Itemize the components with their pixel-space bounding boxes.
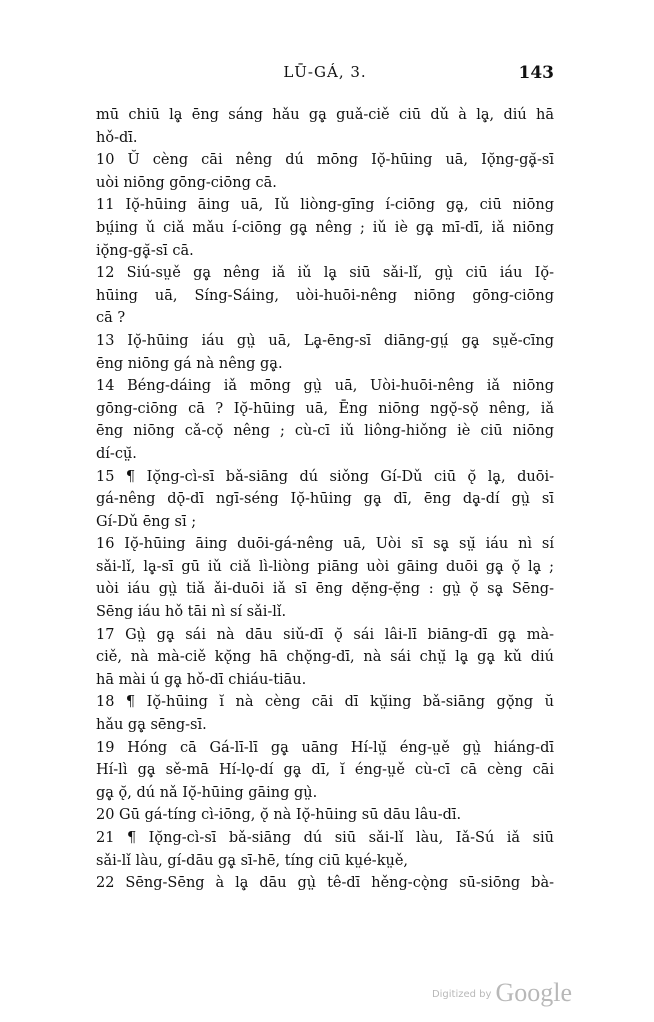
text-line: sǎi-lǐ, lḁ̣-sī gū iǔ ciǎ lì-liòng piāng uòi gāing duōi gḁ̣ ǫ̆ lḁ̣ ; — [96, 558, 554, 575]
text-line: 11 Iǫ̆-hūing āing uā, Iǔ liòng-gīng í-ciōng gḁ̣, ciū niōng — [96, 197, 554, 214]
text-line: 16 Iǫ̆-hūing āing duōi-gá-nêng uā, Uòi sī sḁ̣ sṳ̆ iáu nì sí — [96, 536, 554, 553]
text-line: sǎi-lǐ làu, gí-dāu gḁ̣ sī-hē, tíng ciū kṳé-kṳě, — [96, 852, 409, 869]
watermark-brand: Google — [495, 978, 572, 1007]
text-body — [96, 104, 554, 895]
text-line: gḁ̣ ǫ̆, dú nǎ Iǫ̆-hūing gāing gṳ̀. — [96, 784, 318, 801]
text-line: uòi niōng gōng-ciōng cā. — [96, 174, 277, 191]
text-line: bṳ́ing ǔ ciǎ mǎu í-ciōng gḁ̣ nêng ; iǔ iè gḁ̣ mī-dī, iǎ niōng — [96, 219, 554, 236]
text-line: 13 Iǫ̆-hūing iáu gṳ̀ uā, Lḁ̣-ēng-sī diāng-gṳ́ gḁ̣ sṳě-cīng — [96, 332, 554, 349]
text-line: Sēng iáu hǒ tāi nì sí sǎi-lǐ. — [96, 604, 287, 621]
page-header — [96, 63, 554, 85]
text-line: ēng niōng gá nà nêng gḁ̣. — [96, 355, 283, 372]
text-line: Gí-Dǔ ēng sī ; — [96, 513, 197, 530]
text-line: gá-nêng dǭ-dī ngī-séng Iǫ̆-hūing gḁ̣ dī, ēng dḁ̣-dí gṳ̀ sī — [96, 491, 554, 508]
text-line: dí-cṳ̆. — [96, 445, 137, 462]
text-line: 15 ¶ Iǫ̆ng-cì-sī bǎ-siāng dú siǒng Gí-Dǔ ciū ǫ̆ lḁ̣, duōi- — [96, 468, 554, 485]
running-title: LŪ-GÁ, 3. — [283, 63, 367, 81]
text-line: 20 Gū gá-tíng cì-iōng, ǫ̆ nà Iǫ̆-hūing sū dāu lâu-dī. — [96, 807, 462, 824]
text-line: 21 ¶ Iǫ̆ng-cì-sī bǎ-siāng dú siū sǎi-lǐ làu, Iǎ-Sú iǎ siū — [96, 830, 554, 846]
text-line: hǒ-dī. — [96, 129, 138, 146]
watermark-prefix: Digitized by — [431, 989, 492, 1000]
text-line: hā mài ú gḁ̣ hǒ-dī chiáu-tiāu. — [96, 671, 307, 688]
text-line: 18 ¶ Iǫ̆-hūing ĭ nà cèng cāi dī kṳ̆ing bǎ-siāng gǫ̆ng ŭ — [96, 694, 554, 711]
text-line: 14 Béng-dáing iǎ mōng gṳ̀ uā, Uòi-huōi-nêng iǎ niōng — [96, 378, 554, 395]
digitized-watermark — [432, 978, 572, 1008]
text-line: 12 Siú-sṳě gḁ̣ nêng iǎ iǔ lḁ̣ siū sǎi-lǐ, gṳ̀ ciū iáu Iǫ̆- — [96, 265, 554, 282]
text-line: ēng niōng cǎ-cǫ̆ nêng ; cù-cī iǔ liông-hiǒng iè ciū niōng — [96, 423, 554, 440]
text-line: uòi iáu gṳ̀ tiǎ ǎi-duōi iǎ sī ēng dẹ̆ng-ẹ̆ng : gṳ̀ ǫ̆ sḁ̣ Sēng- — [96, 581, 554, 598]
text-line: iǫ̆ng-gḁ̆-sī cā. — [96, 242, 194, 259]
text-line: 22 Sēng-Sēng à lḁ̣ dāu gṳ̀ tê-dī hěng-cǫ̀ng sū-siōng bà- — [96, 875, 554, 892]
text-line: mū chiū lḁ̣ ēng sáng hǎu gḁ̣ guǎ-ciě ciū dǔ à lḁ̣, diú hā — [96, 107, 554, 123]
text-line: hūing uā, Síng-Sáing, uòi-huōi-nêng niōng gōng-ciōng — [96, 287, 554, 304]
text-line: 19 Hóng cā Gá-lī-lī gḁ̣ uāng Hí-lṳ̆ éng-ṳě gṳ̀ hiáng-dī — [96, 739, 554, 756]
page-number: 143 — [518, 63, 554, 83]
text-line: Hí-lì gḁ̣ sě-mā Hí-lǫ̣-dí gḁ̣ dī, ĭ éng-ṳě cù-cī cā cèng cāi — [96, 762, 554, 779]
text-line: hǎu gḁ̣ sēng-sī. — [96, 717, 207, 734]
text-line: gōng-ciōng cā ? Iǫ̆-hūing uā, Ēng niōng ngǫ̆-sǫ̆ nêng, iǎ — [96, 400, 554, 417]
text-line: 10 Ŭ cèng cāi nêng dú mōng Iǫ̆-hūing uā, Iǫ̆ng-gḁ̆-sī — [96, 152, 554, 169]
text-line: ciě, nà mà-ciě kǫ̆ng hā chǫ̆ng-dī, nà sái chṳ̆ lḁ̣ gḁ̣ kǔ diú — [96, 649, 554, 666]
text-line: cā ? — [96, 310, 126, 327]
text-line: 17 Gṳ̀ gḁ̣ sái nà dāu siǔ-dī ǫ̆ sái lâi-lī biāng-dī gḁ̣ mà- — [96, 626, 554, 643]
